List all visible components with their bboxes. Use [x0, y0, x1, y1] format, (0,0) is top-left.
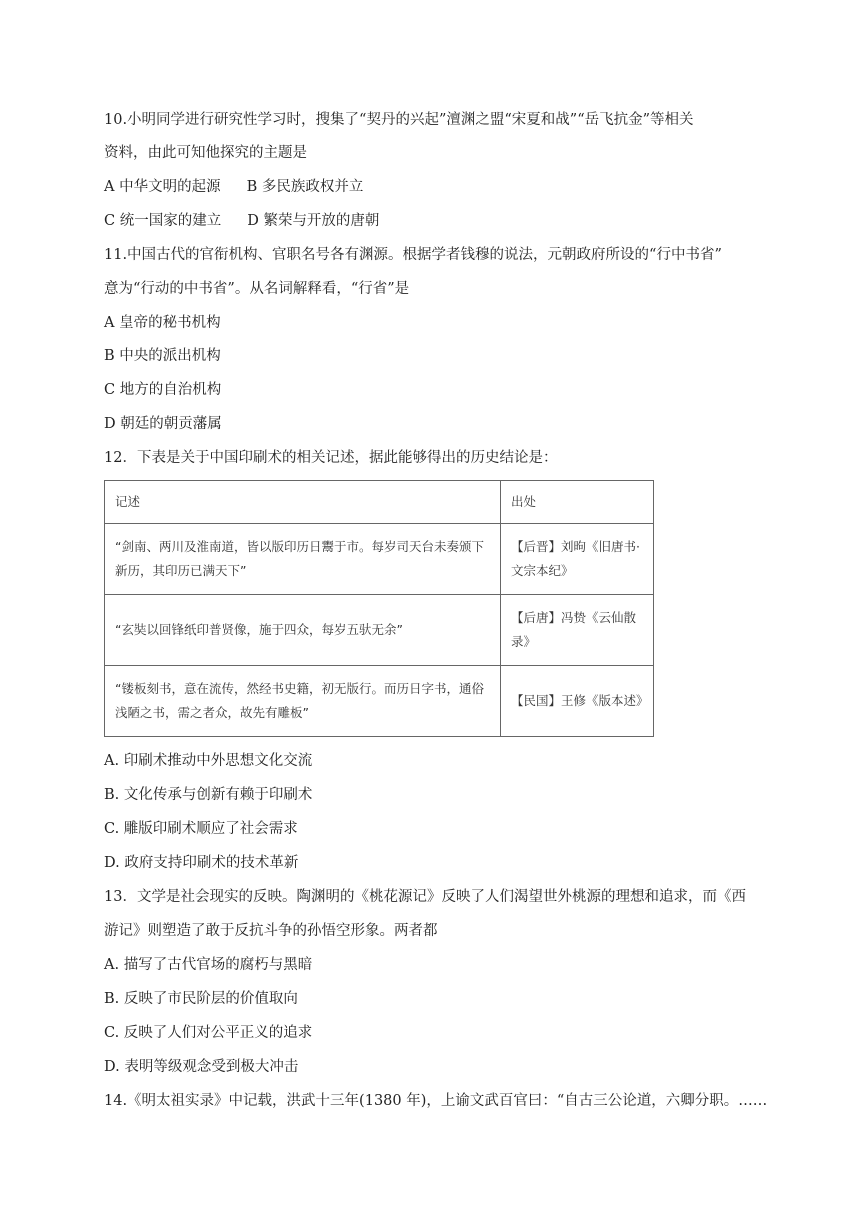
q10-options-row1 [104, 177, 363, 197]
q11-option-c: C 地方的自治机构 [104, 382, 222, 398]
q11-option-d: D 朝廷的朝贡藩属 [104, 416, 222, 432]
printing-records-table [104, 480, 654, 737]
q12-option-a: A. 印刷术推动中外思想文化交流 [104, 753, 313, 769]
q12-stem: 12．下表是关于中国印刷术的相关记述，据此能够得出的历史结论是： [104, 450, 558, 466]
table-row [105, 524, 654, 595]
row3-source: 【民国】王修《版本述》 [501, 666, 654, 737]
row3-record: “镂板刻书，意在流传，然经书史籍，初无版行。而历日字书，通俗浅陋之书，需之者众，故先有雕板” [105, 666, 501, 737]
q13-option-b: B. 反映了市民阶层的价值取向 [104, 991, 298, 1007]
q11-stem-line2: 意为“行动的中书省”。从名词解释看，“行省”是 [104, 281, 410, 297]
table-header-row [105, 481, 654, 524]
q10-option-d: D 繁荣与开放的唐朝 [247, 213, 380, 229]
q12-option-d: D. 政府支持印刷术的技术革新 [104, 855, 299, 871]
q11-stem-line1: 11.中国古代的官衔机构、官职名号各有渊源。根据学者钱穆的说法，元朝政府所设的“行中书省” [104, 247, 722, 263]
q12-option-b: B. 文化传承与创新有赖于印刷术 [104, 787, 313, 803]
q10-option-b: B 多民族政权并立 [246, 179, 364, 195]
table-row [105, 595, 654, 666]
q10-option-a: A 中华文明的起源 [104, 179, 221, 195]
q10-stem-line2: 资料，由此可知他探究的主题是 [104, 145, 307, 161]
row2-source: 【后唐】冯贽《云仙散录》 [501, 595, 654, 666]
header-source: 出处 [501, 481, 654, 524]
q10-options-row2 [104, 211, 379, 231]
q13-option-d: D. 表明等级观念受到极大冲击 [104, 1059, 299, 1075]
table-row [105, 666, 654, 737]
q13-stem-line2: 游记》则塑造了敢于反抗斗争的孙悟空形象。两者都 [104, 923, 438, 939]
row1-source: 【后晋】刘昫《旧唐书·文宗本纪》 [501, 524, 654, 595]
row1-record: “剑南、两川及淮南道，皆以版印历日鬻于市。每岁司天台未奏颁下新历，其印历已满天下” [105, 524, 501, 595]
q10-option-c: C 统一国家的建立 [104, 213, 222, 229]
q13-stem-line1: 13．文学是社会现实的反映。陶渊明的《桃花源记》反映了人们渴望世外桃源的理想和追求，而《西 [104, 889, 746, 905]
q11-option-a: A 皇帝的秘书机构 [104, 315, 221, 331]
row2-record: “玄奘以回锋纸印普贤像，施于四众，每岁五驮无余” [105, 595, 501, 666]
q13-option-c: C. 反映了人们对公平正义的追求 [104, 1025, 313, 1041]
q13-option-a: A. 描写了古代官场的腐朽与黑暗 [104, 957, 313, 973]
q11-option-b: B 中央的派出机构 [104, 348, 221, 364]
q12-option-c: C. 雕版印刷术顺应了社会需求 [104, 821, 298, 837]
q14-stem-line1: 14.《明太祖实录》中记载，洪武十三年(1380 年)，上谕文武百官曰：“自古三公论道，六卿分职。…… [104, 1093, 768, 1109]
header-record: 记述 [105, 481, 501, 524]
q10-stem-line1: 10.小明同学进行研究性学习时，搜集了“契丹的兴起”澶渊之盟“宋夏和战”“岳飞抗金”等相关 [104, 112, 694, 128]
